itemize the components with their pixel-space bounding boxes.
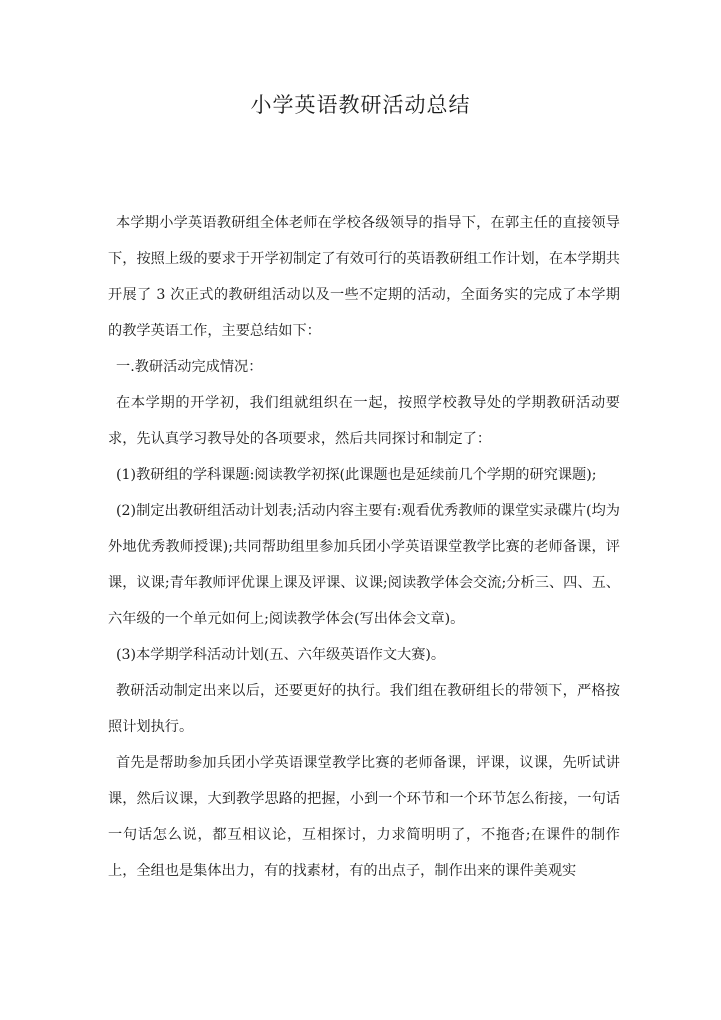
paragraph-item-1: (1)教研组的学科课题:阅读教学初探(此课题也是延续前几个学期的研究课题); — [116, 467, 597, 483]
paragraph-section-heading: 一.教研活动完成情况： — [116, 359, 263, 375]
paragraph-item-3: (3)本学期学科活动计划(五、六年级英语作文大赛)。 — [116, 647, 446, 663]
paragraph-intro: 本学期小学英语教研组全体老师在学校各级领导的指导下，在郭主任的直接领导下，按照上级的要求于开学初制定了有效可行的英语教研组工作计划，在本学期共开展了 3 次正式的教研组活动以及一些不定期的活动，全面务实的完成了本学期的教学英语工作，主要总结如下： — [108, 215, 620, 339]
paragraph-semester-start: 在本学期的开学初，我们组就组织在一起，按照学校教导处的学期教研活动要求，先认真学习教导处的各项要求，然后共同探讨和制定了： — [108, 395, 620, 447]
paragraph-first-step: 首先是帮助参加兵团小学英语课堂教学比赛的老师备课，评课，议课，先听试讲课，然后议课，大到教学思路的把握，小到一个环节和一个环节怎么衔接，一句话一句话怎么说，都互相议论，互相探讨，力求简明明了，不拖沓;在课件的制作上，全组也是集体出力，有的找素材，有的出点子，制作出来的课件美观实 — [108, 755, 620, 879]
paragraph-item-2: (2)制定出教研组活动计划表;活动内容主要有:观看优秀教师的课堂实录碟片(均为外地优秀教师授课);共同帮助组里参加兵团小学英语课堂教学比赛的老师备课，评课，议课;青年教师评优课上课及评课、议课;阅读教学体会交流;分析三、四、五、六年级的一个单元如何上;阅读教学体会(写出体会文章)。 — [108, 503, 620, 627]
paragraph-execution: 教研活动制定出来以后，还要更好的执行。我们组在教研组长的带领下，严格按照计划执行。 — [108, 683, 620, 735]
document-title: 小学英语教研活动总结 — [250, 93, 471, 117]
